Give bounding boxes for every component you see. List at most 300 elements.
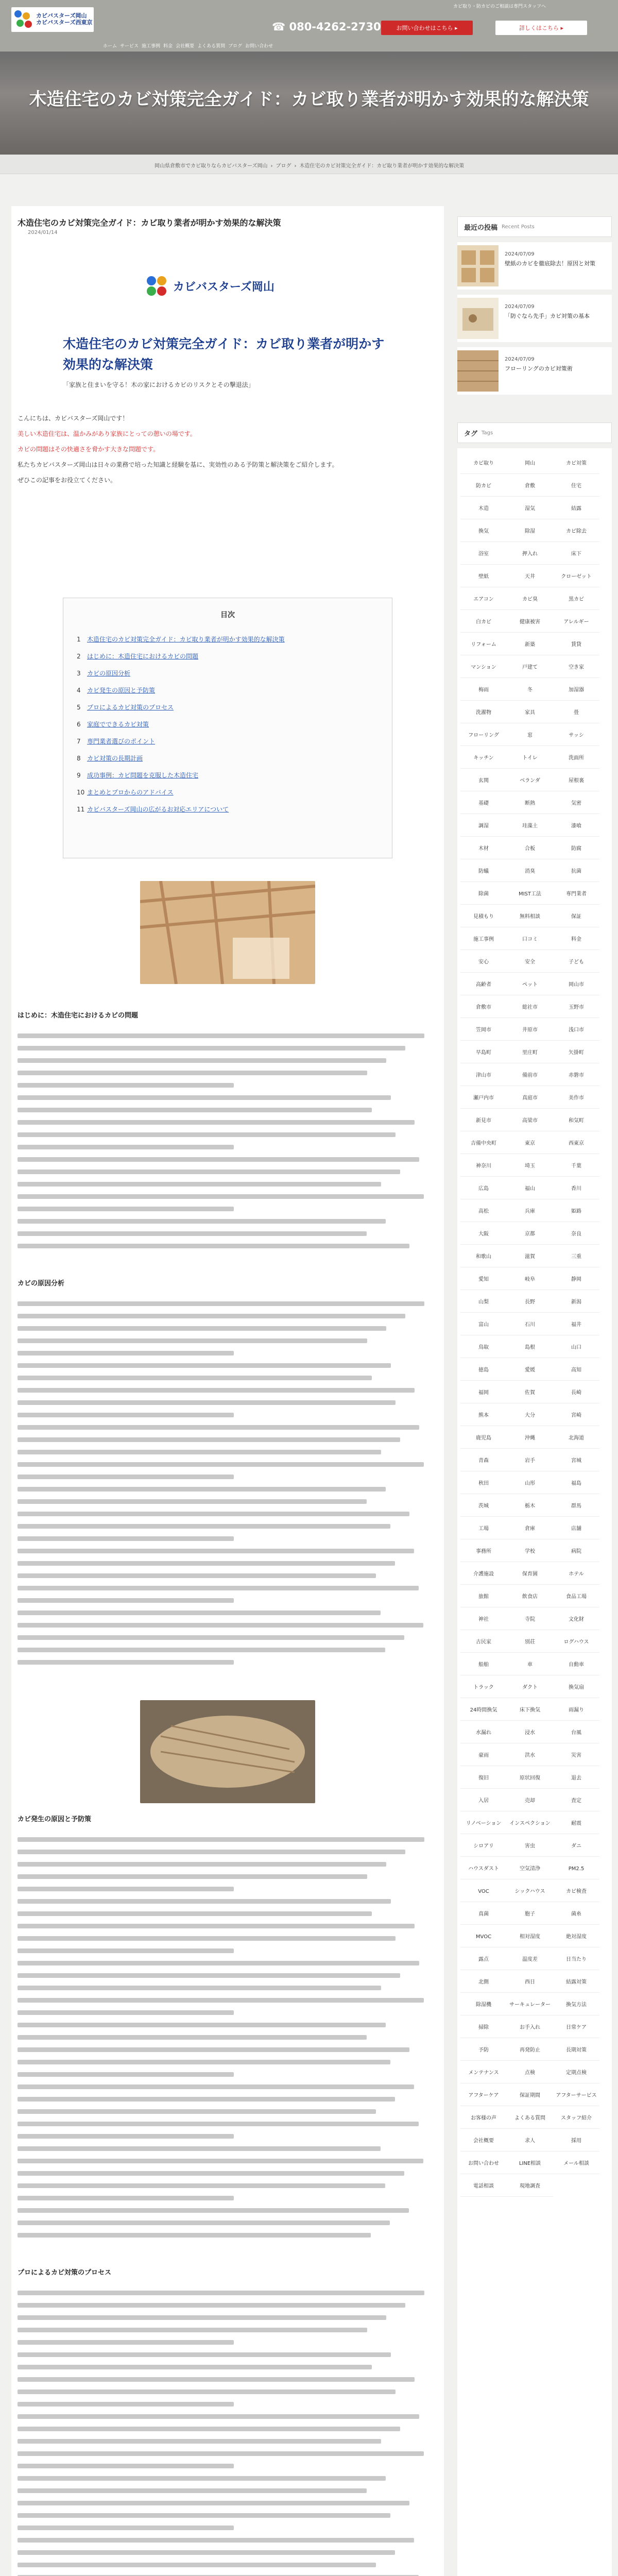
inquiry-button[interactable]: お問い合わせはこちら ▸ (381, 21, 473, 35)
toc-item[interactable] (77, 784, 392, 801)
toc-link[interactable]: 成功事例：カビ問題を克服した木造住宅 (87, 772, 199, 779)
tag-link[interactable]: 日常ケア (553, 2018, 599, 2038)
text-line (18, 1219, 386, 1224)
text-line (18, 1586, 419, 1590)
tag-link[interactable]: 木造 (460, 499, 507, 519)
tag-link[interactable]: 津山市 (460, 1065, 507, 1086)
tag-link[interactable]: アフターサービス (553, 2086, 599, 2106)
tag-link[interactable]: 換気方法 (553, 1995, 599, 2015)
tag-link[interactable]: 加湿器 (553, 680, 599, 701)
text-line (18, 1388, 415, 1393)
tag-link[interactable]: 笠岡市 (460, 1020, 507, 1041)
tag-link[interactable]: エアコン (460, 589, 507, 610)
section-heading-cause: カビの原因分析 (18, 1280, 65, 1287)
details-button[interactable]: 詳しくはこちら ▸ (495, 21, 587, 35)
tag-link[interactable]: 基礎 (460, 793, 507, 814)
tag-link[interactable]: 浴室 (460, 544, 507, 565)
tag-link[interactable]: 高齢者 (460, 975, 507, 995)
phone-number[interactable]: ☎ 080-4262-2730 (272, 21, 381, 33)
tag-link[interactable]: 秋田 (460, 1473, 507, 1494)
tag-link[interactable]: 防蟻 (460, 861, 507, 882)
nav-item[interactable]: ブログ (228, 44, 243, 49)
tag-link[interactable]: サッシ (553, 725, 599, 746)
tag-link[interactable]: カビ臭 (507, 589, 553, 610)
nav-item[interactable]: 会社概要 (176, 44, 195, 49)
breadcrumb-item[interactable]: 岡山県倉敷市でカビ取りならカビバスターズ岡山 (154, 163, 268, 169)
tag-link[interactable]: 温度差 (507, 1950, 553, 1970)
tag-link[interactable]: 静岡 (553, 1269, 599, 1290)
recent-post-1[interactable] (457, 242, 612, 290)
tag-link[interactable]: カビ除去 (553, 521, 599, 542)
tag-link[interactable]: お手入れ (507, 2018, 553, 2038)
tag-link[interactable]: 日当たり (553, 1950, 599, 1970)
tag-link[interactable]: 保証期間 (507, 2086, 553, 2106)
tag-link[interactable]: 予防 (460, 2040, 507, 2061)
toc-link[interactable]: カビ対策の長期計画 (87, 755, 143, 762)
tag-link[interactable]: 長期対策 (553, 2040, 599, 2061)
tag-link[interactable]: 美作市 (553, 1088, 599, 1109)
tag-link[interactable]: 和歌山 (460, 1247, 507, 1267)
tag-link[interactable]: 空気清浄 (507, 1859, 553, 1879)
tag-link[interactable]: 岡山市 (553, 975, 599, 995)
tag-link[interactable]: 掃除 (460, 2018, 507, 2038)
tag-link[interactable]: 井原市 (507, 1020, 553, 1041)
tag-link[interactable]: 壁紙 (460, 567, 507, 587)
text-line (18, 1887, 234, 1891)
tag-link[interactable]: 点検 (507, 2063, 553, 2083)
tag-link[interactable]: 害虫 (507, 1836, 553, 1857)
tag-link[interactable]: 窓 (507, 725, 553, 746)
tag-link[interactable]: 文化財 (553, 1609, 599, 1630)
tag-link[interactable]: 山口 (553, 1337, 599, 1358)
tag-link[interactable]: 結露対策 (553, 1972, 599, 1993)
tag-link[interactable]: 北側 (460, 1972, 507, 1993)
tag-link[interactable]: ホテル (553, 1564, 599, 1585)
tag-link[interactable]: 浅口市 (553, 1020, 599, 1041)
tag-link[interactable]: 岩手 (507, 1451, 553, 1471)
tag-link[interactable]: 青森 (460, 1451, 507, 1471)
tag-link[interactable]: 旅館 (460, 1587, 507, 1607)
tag-link[interactable]: 徳島 (460, 1360, 507, 1381)
tag-link[interactable]: 電話相談 (460, 2176, 507, 2197)
tag-link[interactable]: 千葉 (553, 1156, 599, 1177)
tag-link[interactable]: 保証 (553, 907, 599, 927)
tag-link[interactable]: 新潟 (553, 1292, 599, 1313)
toc-link[interactable]: 専門業者選びのポイント (87, 738, 156, 745)
toc-link[interactable]: 木造住宅のカビ対策完全ガイド：カビ取り業者が明かす効果的な解決策 (87, 636, 285, 643)
tag-link[interactable]: 現地調査 (507, 2176, 553, 2197)
tag-link[interactable]: 車 (507, 1655, 553, 1675)
tag-link[interactable]: 除菌 (460, 884, 507, 905)
tag-link[interactable]: 絶対湿度 (553, 1927, 599, 1947)
text-line (18, 2439, 381, 2444)
tag-link[interactable]: 除湿機 (460, 1995, 507, 2015)
tag-link[interactable]: 施工事例 (460, 929, 507, 950)
toc-item[interactable] (77, 716, 392, 733)
tag-link[interactable]: MVOC (460, 1927, 507, 1947)
tag-link[interactable]: 再発防止 (507, 2040, 553, 2061)
tag-link[interactable]: 香川 (553, 1179, 599, 1199)
tag-link[interactable]: 広島 (460, 1179, 507, 1199)
tag-link[interactable]: 別荘 (507, 1632, 553, 1653)
tag-link[interactable]: 新見市 (460, 1111, 507, 1131)
tag-link[interactable]: カビ対策 (553, 453, 599, 474)
tag-link[interactable]: クローゼット (553, 567, 599, 587)
tag-link[interactable]: キッチン (460, 748, 507, 769)
tag-link[interactable]: 福山 (507, 1179, 553, 1199)
tag-link[interactable]: 高知 (553, 1360, 599, 1381)
tag-link[interactable]: 福岡 (460, 1383, 507, 1403)
tag-link[interactable]: 採用 (553, 2131, 599, 2151)
breadcrumb-item[interactable]: ブログ (276, 163, 291, 169)
tag-link[interactable]: 珪藻土 (507, 816, 553, 837)
tag-link[interactable]: 奈良 (553, 1224, 599, 1245)
tag-link[interactable]: 抗菌 (553, 861, 599, 882)
tag-link[interactable]: 滋賀 (507, 1247, 553, 1267)
tag-link[interactable]: 押入れ (507, 544, 553, 565)
tag-link[interactable]: 東京 (507, 1133, 553, 1154)
toc-link[interactable]: カビ発生の原因と予防策 (87, 687, 156, 694)
tag-link[interactable]: MIST工法 (507, 884, 553, 905)
tag-link[interactable]: 子ども (553, 952, 599, 973)
tag-link[interactable]: 戸建て (507, 657, 553, 678)
intro-body: 私たちカビバスターズ岡山は日々の業務で培った知識と経験を基に、実効性のある予防策と解決策をご紹介します。 (18, 461, 338, 468)
nav-item[interactable]: サービス (120, 44, 139, 49)
nav-item[interactable]: 料金 (163, 44, 173, 49)
tag-link[interactable]: 埼玉 (507, 1156, 553, 1177)
tag-link[interactable]: 岡山 (507, 453, 553, 474)
toc-item[interactable] (77, 733, 392, 750)
tag-link[interactable]: 原状回復 (507, 1768, 553, 1789)
text-line (18, 1095, 391, 1100)
toc-item[interactable] (77, 767, 392, 784)
tag-link[interactable]: 湿気 (507, 499, 553, 519)
tag-link[interactable]: 病院 (553, 1541, 599, 1562)
tag-link[interactable]: 玉野市 (553, 997, 599, 1018)
tag-link[interactable]: 和気町 (553, 1111, 599, 1131)
tag-link[interactable]: 災害 (553, 1745, 599, 1766)
tag-link[interactable]: 会社概要 (460, 2131, 507, 2151)
tag-link[interactable]: 求人 (507, 2131, 553, 2151)
tag-link[interactable]: 賃貸 (553, 635, 599, 655)
tag-link[interactable]: 姫路 (553, 1201, 599, 1222)
tag-link[interactable]: 福井 (553, 1315, 599, 1335)
tag-link[interactable]: 安心 (460, 952, 507, 973)
tag-link[interactable]: 群馬 (553, 1496, 599, 1517)
tag-link[interactable]: 調湿 (460, 816, 507, 837)
recent-post-title[interactable]: 「防ぐなら先手」カビ対策の基本 (505, 313, 590, 319)
tag-link[interactable]: 家具 (507, 703, 553, 723)
text-line (18, 1058, 386, 1063)
tag-link[interactable]: 古民家 (460, 1632, 507, 1653)
tag-link[interactable]: 消臭 (507, 861, 553, 882)
tag-link[interactable]: サーキュレーター (507, 1995, 553, 2015)
tag-link[interactable]: 除湿 (507, 521, 553, 542)
tag-link[interactable]: 断熱 (507, 793, 553, 814)
tag-link[interactable]: 洗面所 (553, 748, 599, 769)
tag-link[interactable]: 新築 (507, 635, 553, 655)
recent-post-3[interactable] (457, 347, 612, 395)
tag-link[interactable]: 大阪 (460, 1224, 507, 1245)
toc-item[interactable] (77, 699, 392, 716)
tag-link[interactable]: 空き家 (553, 657, 599, 678)
toc-link[interactable]: カビバスターズ岡山の広がるお対応エリアについて (87, 806, 229, 813)
tag-link[interactable]: フローリング (460, 725, 507, 746)
nav-item[interactable]: よくある質問 (197, 44, 226, 49)
tag-link[interactable]: 黒カビ (553, 589, 599, 610)
toc-item[interactable] (77, 801, 392, 818)
recent-post-title[interactable]: フローリングのカビ対策術 (505, 365, 573, 372)
tag-link[interactable]: 沖縄 (507, 1428, 553, 1449)
tag-link[interactable]: 床下換気 (507, 1700, 553, 1721)
tag-link[interactable]: 漆喰 (553, 816, 599, 837)
tag-link[interactable]: ペット (507, 975, 553, 995)
tag-link[interactable]: 畳 (553, 703, 599, 723)
tag-link[interactable]: 長崎 (553, 1383, 599, 1403)
tag-link[interactable]: 屋根裏 (553, 771, 599, 791)
tag-link[interactable]: 防カビ (460, 476, 507, 497)
text-line (18, 2488, 367, 2493)
tag-link[interactable]: 矢掛町 (553, 1043, 599, 1063)
tag-link[interactable]: 水漏れ (460, 1723, 507, 1743)
toc-link[interactable]: プロによるカビ対策のプロセス (87, 704, 174, 711)
tag-link[interactable]: 倉敷市 (460, 997, 507, 1018)
tag-link[interactable]: 無料相談 (507, 907, 553, 927)
tag-link[interactable]: 工場 (460, 1519, 507, 1539)
tag-link[interactable]: 船舶 (460, 1655, 507, 1675)
tag-link[interactable]: お客様の声 (460, 2108, 507, 2129)
tag-link[interactable]: リフォーム (460, 635, 507, 655)
tag-link[interactable]: 愛媛 (507, 1360, 553, 1381)
tag-link[interactable]: ハウスダスト (460, 1859, 507, 1879)
tag-link[interactable]: 神奈川 (460, 1156, 507, 1177)
tag-link[interactable]: アレルギー (553, 612, 599, 633)
nav-item[interactable]: お問い合わせ (245, 44, 273, 49)
text-line (18, 2303, 405, 2308)
tag-link[interactable]: 神社 (460, 1609, 507, 1630)
site-logo[interactable] (11, 7, 94, 32)
recent-post-title[interactable]: 壁紙のカビを徹底除去！原因と対策 (505, 260, 595, 267)
tag-link[interactable]: 山形 (507, 1473, 553, 1494)
tag-link[interactable]: 高梁市 (507, 1111, 553, 1131)
tag-link[interactable]: 瀬戸内市 (460, 1088, 507, 1109)
tag-link[interactable]: 西日 (507, 1972, 553, 1993)
text-line (18, 1132, 396, 1137)
breadcrumb (0, 155, 618, 174)
tag-link[interactable]: ベランダ (507, 771, 553, 791)
tag-link[interactable]: 胞子 (507, 1904, 553, 1925)
tag-link[interactable]: 赤磐市 (553, 1065, 599, 1086)
tag-link[interactable]: 兵庫 (507, 1201, 553, 1222)
text-line (18, 1194, 424, 1199)
tag-link[interactable]: 食品工場 (553, 1587, 599, 1607)
tag-link[interactable]: トラック (460, 1677, 507, 1698)
tag-link[interactable]: ダニ (553, 1836, 599, 1857)
tag-link[interactable]: 合板 (507, 839, 553, 859)
tag-link[interactable]: 床下 (553, 544, 599, 565)
tag-link[interactable]: 売却 (507, 1791, 553, 1811)
tag-link[interactable]: シロアリ (460, 1836, 507, 1857)
tag-link[interactable]: 店舗 (553, 1519, 599, 1539)
tag-link[interactable]: 口コミ (507, 929, 553, 950)
text-line (18, 2550, 395, 2555)
text-line (18, 2340, 234, 2345)
nav-item[interactable]: 施工事例 (142, 44, 161, 49)
tag-link[interactable]: 相対湿度 (507, 1927, 553, 1947)
tag-link[interactable]: LINE相談 (507, 2154, 553, 2174)
tag-link[interactable]: 浸水 (507, 1723, 553, 1743)
tag-link[interactable]: 高松 (460, 1201, 507, 1222)
recent-post-2[interactable] (457, 295, 612, 342)
tag-link[interactable]: 三重 (553, 1247, 599, 1267)
toc-link[interactable]: カビの原因分析 (87, 670, 131, 677)
tag-link[interactable]: 大分 (507, 1405, 553, 1426)
tag-link[interactable]: 石川 (507, 1315, 553, 1335)
tag-link[interactable]: 安全 (507, 952, 553, 973)
tag-link[interactable]: VOC (460, 1882, 507, 1902)
tag-link[interactable]: 事務所 (460, 1541, 507, 1562)
tag-link[interactable]: 玄関 (460, 771, 507, 791)
toc-item[interactable] (77, 648, 392, 665)
tag-link[interactable]: 宮崎 (553, 1405, 599, 1426)
tag-link[interactable]: 保育園 (507, 1564, 553, 1585)
text-line (18, 2563, 376, 2567)
tag-link[interactable]: 菌糸 (553, 1904, 599, 1925)
tag-link[interactable]: 自動車 (553, 1655, 599, 1675)
tag-link[interactable]: メール相談 (553, 2154, 599, 2174)
tag-link[interactable]: 吉備中央町 (460, 1133, 507, 1154)
breadcrumb-item: 木造住宅のカビ対策完全ガイド：カビ取り業者が明かす効果的な解決策 (299, 163, 465, 169)
tag-link[interactable]: スタッフ紹介 (553, 2108, 599, 2129)
tag-link[interactable]: 入居 (460, 1791, 507, 1811)
tag-link[interactable]: 白カビ (460, 612, 507, 633)
tag-link[interactable]: 総社市 (507, 997, 553, 1018)
tag-link[interactable]: 天井 (507, 567, 553, 587)
text-line (18, 2122, 419, 2126)
tag-link[interactable]: 京都 (507, 1224, 553, 1245)
tag-link[interactable]: よくある質問 (507, 2108, 553, 2129)
tag-link[interactable]: 倉庫 (507, 1519, 553, 1539)
toc-link[interactable]: まとめとプロからのアドバイス (87, 789, 174, 796)
tag-link[interactable]: 豪雨 (460, 1745, 507, 1766)
tag-link[interactable]: 耐震 (553, 1814, 599, 1834)
tag-link[interactable]: インスペクション (507, 1814, 553, 1834)
tag-link[interactable]: 換気 (460, 521, 507, 542)
tag-link[interactable]: お問い合わせ (460, 2154, 507, 2174)
tag-link[interactable]: PM2.5 (553, 1859, 599, 1879)
tag-link[interactable]: 防腐 (553, 839, 599, 859)
tag-link[interactable]: 木材 (460, 839, 507, 859)
tag-link[interactable]: 茨城 (460, 1496, 507, 1517)
toc-item[interactable] (77, 631, 392, 648)
tag-link[interactable]: 佐賀 (507, 1383, 553, 1403)
tag-link[interactable]: 学校 (507, 1541, 553, 1562)
tag-link[interactable]: 宮城 (553, 1451, 599, 1471)
toc-link[interactable]: はじめに：木造住宅におけるカビの問題 (87, 653, 199, 660)
tag-link[interactable]: 見積もり (460, 907, 507, 927)
toc-item[interactable] (77, 682, 392, 699)
tag-link[interactable]: 冬 (507, 680, 553, 701)
tag-link[interactable]: 洗濯物 (460, 703, 507, 723)
toc-link[interactable]: 家庭でできるカビ対策 (87, 721, 149, 728)
tag-link[interactable]: カビ取り (460, 453, 507, 474)
tag-link[interactable]: 住宅 (553, 476, 599, 497)
tag-link[interactable]: 退去 (553, 1768, 599, 1789)
tag-link[interactable]: 健康被害 (507, 612, 553, 633)
text-line (18, 1182, 381, 1187)
tag-link[interactable]: 鳥取 (460, 1337, 507, 1358)
tag-link[interactable]: 雨漏り (553, 1700, 599, 1721)
tag-link[interactable]: マンション (460, 657, 507, 678)
text-line (18, 2352, 391, 2357)
recent-posts-en: Recent Posts (502, 224, 535, 230)
tag-link[interactable]: 24時間換気 (460, 1700, 507, 1721)
intro-problem: カビの問題はその快適さを脅かす大きな問題です。 (18, 446, 160, 453)
recent-posts-title: 最近の投稿 (464, 224, 498, 232)
tag-link[interactable]: 富山 (460, 1315, 507, 1335)
tag-link[interactable]: カビ検査 (553, 1882, 599, 1902)
tag-link[interactable]: 寺院 (507, 1609, 553, 1630)
tag-link[interactable]: 山梨 (460, 1292, 507, 1313)
tag-link[interactable]: メンテナンス (460, 2063, 507, 2083)
tag-link[interactable]: 査定 (553, 1791, 599, 1811)
tag-link[interactable]: 長野 (507, 1292, 553, 1313)
tag-link[interactable]: 真菌 (460, 1904, 507, 1925)
tag-link[interactable]: 料金 (553, 929, 599, 950)
tag-link[interactable]: アフターケア (460, 2086, 507, 2106)
tag-link[interactable]: リノベーション (460, 1814, 507, 1834)
tag-link[interactable]: 気密 (553, 793, 599, 814)
tag-link[interactable]: 介護施設 (460, 1564, 507, 1585)
tag-link[interactable]: 福島 (553, 1473, 599, 1494)
tag-link[interactable]: 早島町 (460, 1043, 507, 1063)
tag-link[interactable]: 熊本 (460, 1405, 507, 1426)
tag-link[interactable]: 飲食店 (507, 1587, 553, 1607)
toc-item[interactable] (77, 750, 392, 767)
tag-link[interactable]: 愛知 (460, 1269, 507, 1290)
tag-link[interactable]: 里庄町 (507, 1043, 553, 1063)
tag-link[interactable]: 栃木 (507, 1496, 553, 1517)
tag-link[interactable]: 洪水 (507, 1745, 553, 1766)
tag-link[interactable]: 露点 (460, 1950, 507, 1970)
tag-link[interactable]: ログハウス (553, 1632, 599, 1653)
tag-link[interactable]: 結露 (553, 499, 599, 519)
timber-photo (140, 1700, 315, 1803)
toc-item[interactable] (77, 665, 392, 682)
nav-item[interactable]: ホーム (103, 44, 117, 49)
tag-link[interactable]: 北海道 (553, 1428, 599, 1449)
tag-link[interactable]: 西東京 (553, 1133, 599, 1154)
tag-link[interactable]: 梅雨 (460, 680, 507, 701)
text-line (18, 2084, 414, 2089)
tag-link[interactable]: 島根 (507, 1337, 553, 1358)
tag-link[interactable]: 台風 (553, 1723, 599, 1743)
tag-link[interactable]: 専門業者 (553, 884, 599, 905)
tag-link[interactable]: 備前市 (507, 1065, 553, 1086)
tag-link[interactable]: シックハウス (507, 1882, 553, 1902)
text-line (18, 1437, 400, 1442)
tag-link[interactable]: 真庭市 (507, 1088, 553, 1109)
tag-link[interactable]: ダクト (507, 1677, 553, 1698)
tag-link[interactable]: 倉敷 (507, 476, 553, 497)
tag-link[interactable]: トイレ (507, 748, 553, 769)
tag-link[interactable]: 換気扇 (553, 1677, 599, 1698)
tag-link[interactable]: 定期点検 (553, 2063, 599, 2083)
tag-link[interactable]: 鹿児島 (460, 1428, 507, 1449)
tag-link[interactable]: 復旧 (460, 1768, 507, 1789)
text-line (18, 1936, 396, 1941)
tag-link[interactable]: 岐阜 (507, 1269, 553, 1290)
